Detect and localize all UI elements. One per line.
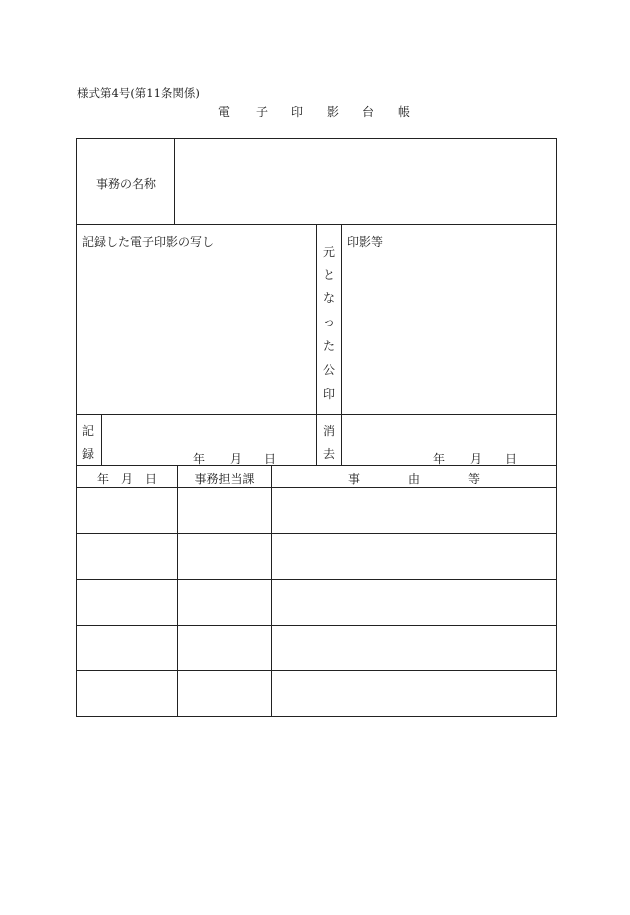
recorded-seal-copy-label: 記録した電子印影の写し	[82, 235, 215, 249]
erase-date-year: 年	[433, 452, 446, 466]
erase-label-char: 去	[323, 447, 336, 461]
record-label-char: 録	[82, 447, 95, 461]
title-char: 帳	[398, 105, 411, 119]
title-char: 台	[362, 105, 375, 119]
column-header-date: 年 月 日	[96, 472, 157, 486]
vertical-char: 元	[322, 245, 335, 259]
record-date-day: 日	[264, 452, 277, 466]
vertical-char: と	[322, 268, 335, 282]
erase-date-month: 月	[470, 452, 483, 466]
vertical-char: た	[322, 339, 335, 353]
title-char: 印	[291, 105, 304, 119]
record-label-char: 記	[82, 424, 95, 438]
vertical-char: 印	[322, 387, 335, 401]
erase-label-char: 消	[323, 424, 336, 438]
seal-impression-label: 印影等	[347, 235, 384, 249]
erase-date-day: 日	[505, 452, 518, 466]
column-header-reason: 事 由 等	[347, 472, 480, 486]
vertical-char: な	[322, 291, 335, 305]
record-date-year: 年	[193, 452, 206, 466]
office-name-label: 事務の名称	[96, 177, 157, 191]
title-char: 電	[218, 105, 231, 119]
column-header-department: 事務担当課	[194, 472, 255, 486]
title-char: 影	[327, 105, 340, 119]
record-date-month: 月	[230, 452, 243, 466]
form-number-label: 様式第4号(第11条関係)	[77, 86, 200, 100]
vertical-char: っ	[322, 315, 335, 329]
title-char: 子	[256, 105, 269, 119]
vertical-char: 公	[322, 363, 335, 377]
